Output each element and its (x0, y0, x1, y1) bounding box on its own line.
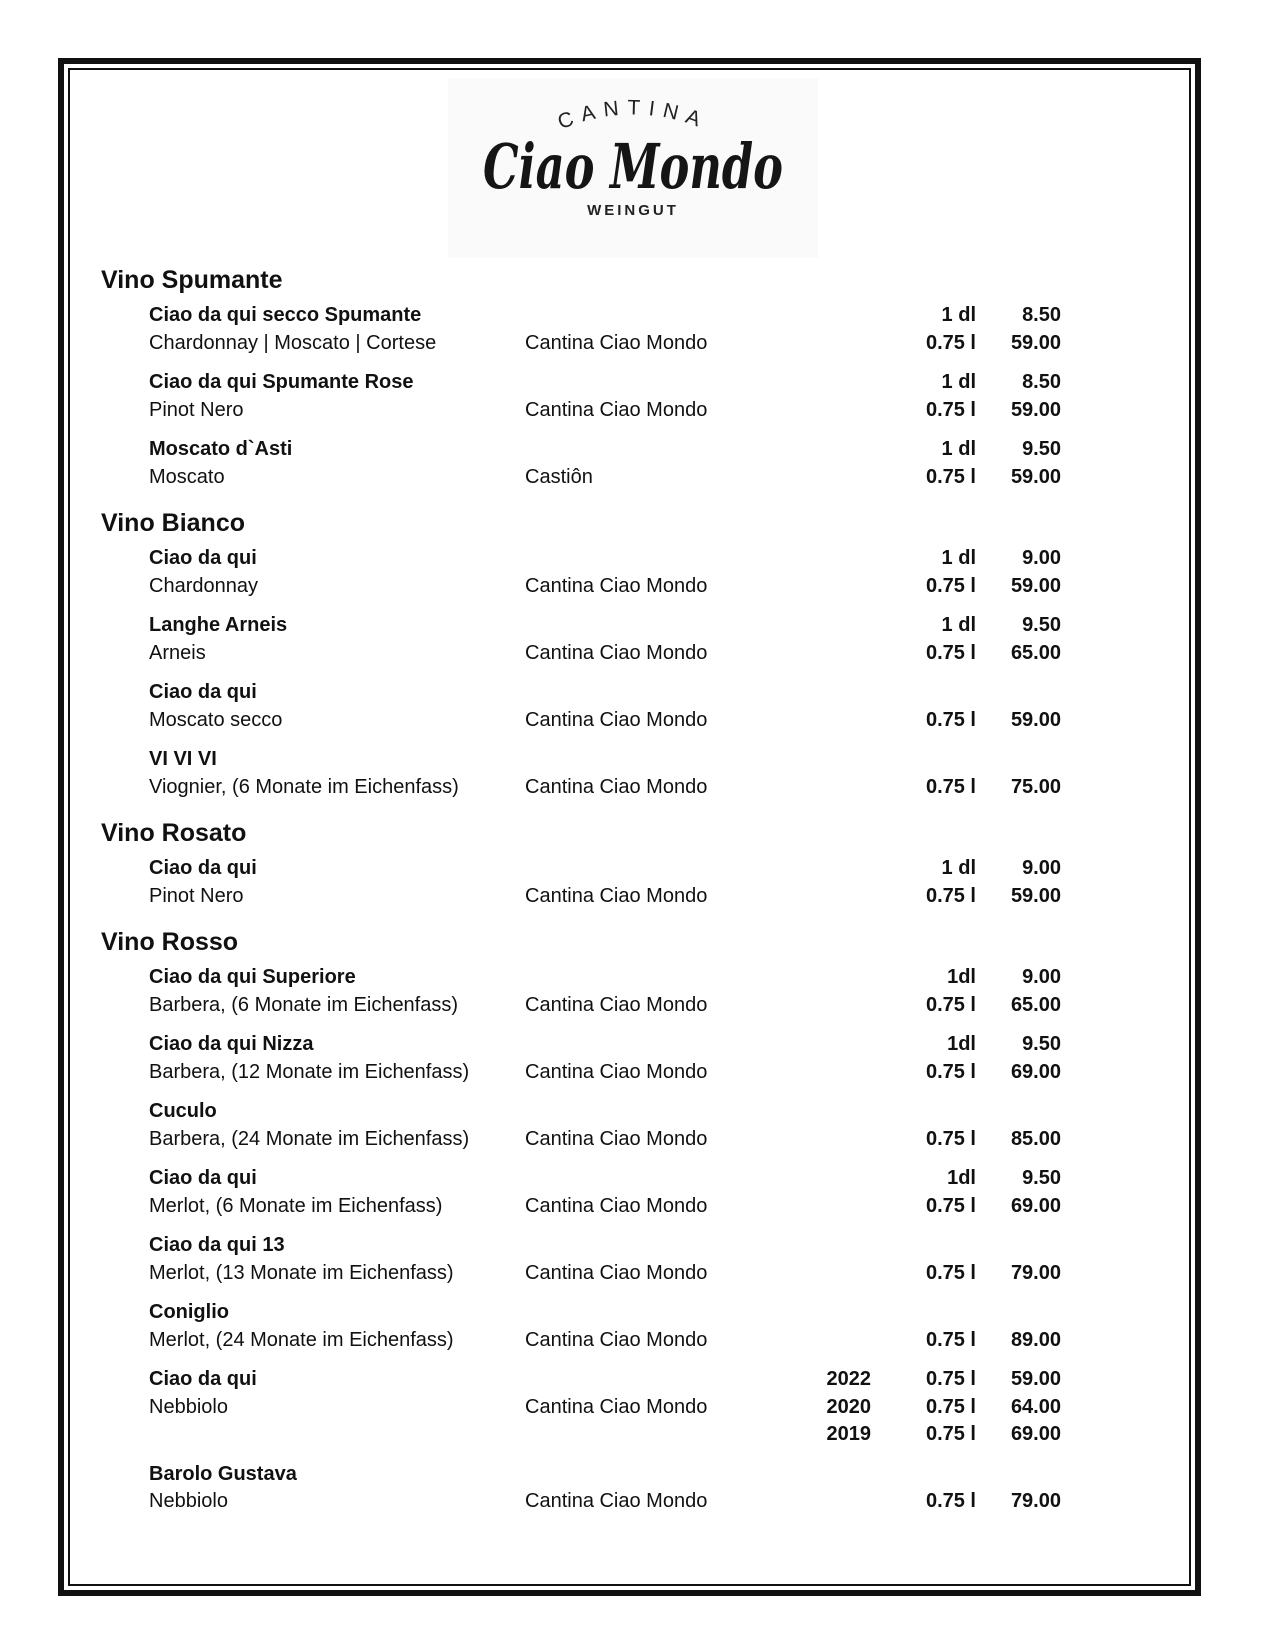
wine-producer: Cantina Ciao Mondo (525, 1127, 708, 1150)
wine-item (101, 1098, 1101, 1153)
wine-producer: Cantina Ciao Mondo (525, 331, 708, 354)
wine-item (101, 302, 1101, 357)
section-title: Vino Rosso (101, 928, 239, 956)
wine-name: VI VI VI (149, 748, 217, 770)
wine-grape: Barbera, (6 Monate im Eichenfass) (149, 993, 459, 1016)
logo-cantina-text: CANTINA (554, 96, 712, 134)
wine-grape: Merlot, (13 Monate im Eichenfass) (149, 1261, 454, 1284)
wine-price: 8.50 (1022, 304, 1061, 326)
wine-producer: Cantina Ciao Mondo (525, 1395, 708, 1418)
wine-price: 59.00 (1010, 331, 1061, 354)
wine-size: 0.75 l (925, 884, 976, 907)
wine-name: Barolo Gustava (149, 1462, 297, 1485)
wine-item-line (101, 436, 1101, 464)
wine-size: 1 dl (941, 304, 976, 326)
wine-producer: Cantina Ciao Mondo (525, 884, 708, 907)
section-title: Vino Bianco (101, 509, 246, 537)
wine-price: 65.00 (1010, 993, 1061, 1016)
wine-grape: Moscato (149, 465, 225, 488)
wine-size: 0.75 l (925, 465, 976, 488)
wine-price: 8.50 (1022, 371, 1061, 393)
wine-grape: Barbera, (24 Monate im Eichenfass) (149, 1127, 470, 1150)
wine-name: Ciao da qui 13 (149, 1234, 285, 1256)
wine-price: 59.00 (1010, 574, 1061, 597)
wine-grape: Moscato secco (149, 708, 283, 731)
wine-producer: Cantina Ciao Mondo (525, 641, 708, 664)
wine-size: 0.75 l (925, 1194, 976, 1217)
wine-item-line (101, 1031, 1101, 1059)
wine-list (101, 260, 1101, 1528)
wine-item-line (101, 707, 1101, 735)
wine-name: Ciao da qui Superiore (149, 966, 356, 988)
wine-grape: Nebbiolo (149, 1490, 228, 1512)
wine-item-line (101, 369, 1101, 397)
wine-producer: Cantina Ciao Mondo (525, 993, 708, 1016)
wine-size: 0.75 l (925, 993, 976, 1016)
wine-name: Ciao da qui secco Spumante (149, 304, 422, 326)
wine-item-line (101, 1260, 1101, 1288)
wine-price: 69.00 (1010, 1060, 1061, 1083)
wine-item (101, 1232, 1101, 1287)
wine-item (101, 1461, 1101, 1516)
wine-grape: Pinot Nero (149, 884, 244, 907)
wine-size: 0.75 l (925, 641, 976, 664)
wine-size: 0.75 l (925, 1127, 976, 1150)
wine-price: 64.00 (1010, 1395, 1061, 1418)
wine-item-line (101, 397, 1101, 425)
wine-grape: Chardonnay | Moscato | Cortese (149, 331, 437, 354)
wine-price: 9.50 (1022, 614, 1061, 636)
wine-grape: Arneis (149, 641, 206, 664)
wine-item-line (101, 746, 1101, 774)
wine-grape: Nebbiolo (149, 1395, 228, 1418)
wine-item-line (101, 1059, 1101, 1087)
wine-item-line (101, 992, 1101, 1020)
wine-producer: Cantina Ciao Mondo (525, 775, 708, 798)
wine-producer: Cantina Ciao Mondo (525, 1194, 708, 1217)
wine-name: Cuculo (149, 1100, 217, 1122)
section-title: Vino Rosato (101, 819, 247, 847)
wine-price: 9.00 (1022, 547, 1061, 569)
wine-item-line (101, 545, 1101, 573)
wine-vintage: 2019 (826, 1423, 871, 1445)
wine-name: Ciao da qui (149, 857, 257, 879)
wine-producer: Cantina Ciao Mondo (525, 398, 708, 421)
wine-price: 59.00 (1010, 465, 1061, 488)
wine-item (101, 369, 1101, 424)
wine-price: 9.00 (1022, 857, 1061, 879)
wine-producer: Cantina Ciao Mondo (525, 1060, 708, 1083)
wine-item-line (101, 640, 1101, 668)
wine-size: 1 dl (941, 857, 976, 879)
wine-price: 59.00 (1010, 884, 1061, 907)
wine-price: 59.00 (1010, 708, 1061, 731)
wine-price: 79.00 (1010, 1261, 1061, 1284)
wine-size: 0.75 l (925, 1328, 976, 1351)
wine-price: 9.50 (1022, 1033, 1061, 1055)
wine-name: Ciao da qui (149, 681, 257, 703)
wine-grape: Merlot, (24 Monate im Eichenfass) (149, 1328, 454, 1351)
wine-item-line (101, 1394, 1101, 1422)
wine-price: 9.50 (1022, 1167, 1061, 1189)
wine-size: 0.75 l (925, 398, 976, 421)
wine-grape: Merlot, (6 Monate im Eichenfass) (149, 1194, 443, 1217)
wine-name: Ciao da qui (149, 1167, 257, 1189)
wine-vintage: 2022 (826, 1368, 871, 1390)
wine-grape: Barbera, (12 Monate im Eichenfass) (149, 1060, 470, 1083)
wine-name: Ciao da qui Nizza (149, 1033, 314, 1055)
wine-size: 0.75 l (925, 1395, 976, 1418)
wine-item-line (101, 1232, 1101, 1260)
wine-grape: Chardonnay (149, 574, 258, 597)
wine-item (101, 612, 1101, 667)
wine-size: 0.75 l (925, 1060, 976, 1083)
wine-producer: Cantina Ciao Mondo (525, 708, 708, 731)
wine-item (101, 1299, 1101, 1354)
wine-producer: Castiôn (525, 465, 593, 488)
wine-item-line (101, 1165, 1101, 1193)
wine-size: 1dl (947, 1033, 976, 1055)
wine-item (101, 746, 1101, 801)
wine-item (101, 1031, 1101, 1086)
wine-item-line (101, 855, 1101, 883)
wine-item-line (101, 1327, 1101, 1355)
logo-script-text: Ciao Mondo (483, 130, 783, 203)
wine-item-line (101, 464, 1101, 492)
wine-price: 9.50 (1022, 438, 1061, 460)
wine-name: Ciao da qui (149, 1368, 257, 1390)
wine-price: 89.00 (1010, 1328, 1061, 1351)
wine-producer: Cantina Ciao Mondo (525, 1490, 708, 1512)
wine-item-line (101, 330, 1101, 358)
wine-item-line (101, 1098, 1101, 1126)
wine-size: 0.75 l (925, 574, 976, 597)
wine-item (101, 855, 1101, 910)
wine-item (101, 964, 1101, 1019)
wine-size: 1dl (947, 1167, 976, 1189)
wine-price: 59.00 (1010, 398, 1061, 421)
wine-size: 1dl (947, 966, 976, 988)
wine-size: 0.75 l (925, 775, 976, 798)
wine-item-line (101, 1421, 1101, 1449)
wine-size: 1 dl (941, 614, 976, 636)
wine-item-line (101, 774, 1101, 802)
wine-name: Ciao da qui (149, 547, 257, 569)
wine-producer: Cantina Ciao Mondo (525, 574, 708, 597)
wine-item (101, 436, 1101, 491)
wine-vintage: 2020 (826, 1395, 871, 1418)
wine-price: 79.00 (1010, 1490, 1061, 1512)
wine-item-line (101, 573, 1101, 601)
wine-producer: Cantina Ciao Mondo (525, 1261, 708, 1284)
wine-price: 85.00 (1010, 1127, 1061, 1150)
wine-size: 0.75 l (925, 1490, 976, 1512)
wine-item-line (101, 612, 1101, 640)
wine-item-line (101, 679, 1101, 707)
wine-size: 0.75 l (925, 1261, 976, 1284)
logo-graphic (448, 78, 818, 258)
wine-size: 0.75 l (925, 708, 976, 731)
wine-item-line (101, 1488, 1101, 1516)
wine-item-line (101, 1299, 1101, 1327)
wine-price: 69.00 (1010, 1423, 1061, 1445)
wine-item-line (101, 964, 1101, 992)
wine-item-line (101, 1126, 1101, 1154)
wine-price: 65.00 (1010, 641, 1061, 664)
wine-price: 69.00 (1010, 1194, 1061, 1217)
section-title: Vino Spumante (101, 266, 283, 294)
wine-price: 9.00 (1022, 966, 1061, 988)
winery-logo (448, 78, 818, 258)
wine-size: 1 dl (941, 547, 976, 569)
wine-size: 1 dl (941, 438, 976, 460)
wine-size: 0.75 l (925, 1368, 976, 1390)
wine-item (101, 1165, 1101, 1220)
wine-item-line (101, 1366, 1101, 1394)
wine-item-line (101, 1193, 1101, 1221)
wine-grape: Pinot Nero (149, 398, 244, 421)
wine-name: Moscato d`Asti (149, 438, 293, 460)
wine-producer: Cantina Ciao Mondo (525, 1328, 708, 1351)
wine-item (101, 545, 1101, 600)
wine-name: Ciao da qui Spumante Rose (149, 371, 414, 393)
wine-name: Langhe Arneis (149, 614, 288, 636)
wine-price: 59.00 (1010, 1368, 1061, 1390)
wine-size: 0.75 l (925, 331, 976, 354)
wine-item (101, 679, 1101, 734)
wine-item-line (101, 302, 1101, 330)
wine-item-line (101, 883, 1101, 911)
wine-item (101, 1366, 1101, 1449)
logo-weingut-text: WEINGUT (587, 202, 679, 219)
wine-item-line (101, 1461, 1101, 1489)
wine-price: 75.00 (1010, 775, 1061, 798)
wine-grape: Viognier, (6 Monate im Eichenfass) (149, 775, 459, 798)
wine-name: Coniglio (149, 1301, 229, 1323)
wine-size: 0.75 l (925, 1423, 976, 1445)
wine-size: 1 dl (941, 371, 976, 393)
